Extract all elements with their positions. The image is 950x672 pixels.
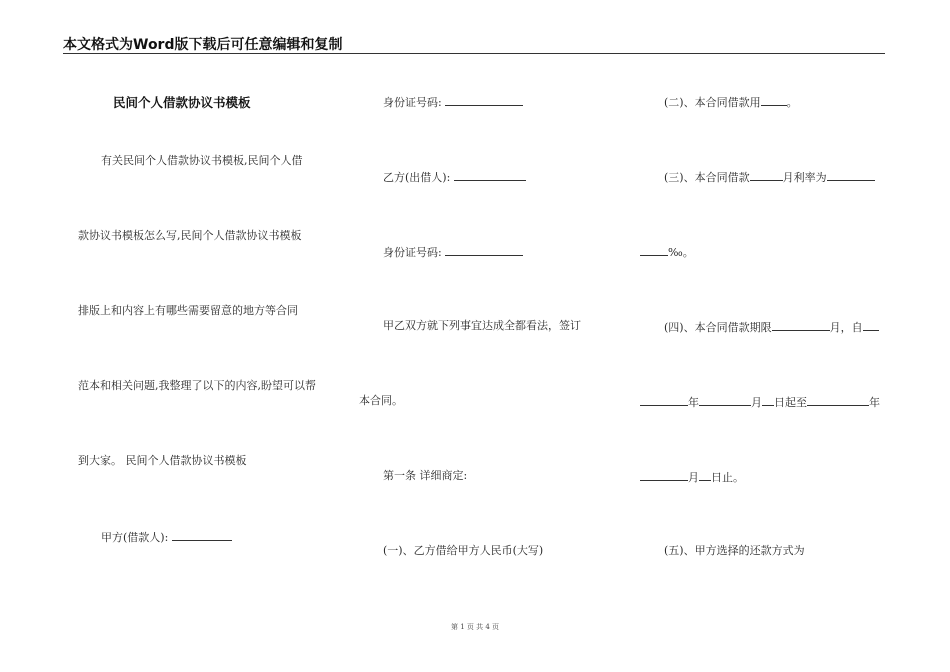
item-2-blank — [761, 94, 787, 106]
end-year-label: 年 — [869, 396, 880, 409]
item-3-rate-blank — [827, 169, 875, 181]
start-day-blank — [762, 394, 774, 406]
end-month-blank — [640, 469, 688, 481]
rate-continue-line — [640, 244, 694, 260]
id-b-blank — [445, 244, 523, 256]
date-range-line — [640, 394, 880, 410]
end-month-label: 月 — [688, 471, 699, 484]
party-b-blank — [454, 169, 526, 181]
end-day-blank — [699, 469, 711, 481]
item-4-term-blank — [772, 319, 830, 331]
item-2-line — [664, 94, 798, 110]
item-3-line — [664, 169, 875, 185]
item-5: (五)、甲方选择的还款方式为 — [664, 544, 805, 557]
header-text: 本文格式为Word版下载后可任意编辑和复制 — [63, 37, 343, 53]
item-4-prefix: (四)、本合同借款期限 — [664, 321, 772, 334]
agreement-line-2: 本合同。 — [359, 394, 403, 407]
party-a-blank — [172, 529, 232, 541]
intro-line-5: 到大家。 民间个人借款协议书模板 — [78, 454, 247, 467]
start-month-label: 月 — [751, 396, 762, 409]
id-b-line — [383, 244, 523, 260]
item-4-suffix: 月，自 — [829, 321, 863, 334]
id-a-line — [383, 94, 523, 110]
id-a-label: 身份证号码: — [383, 96, 442, 109]
rate-continue-blank — [640, 244, 668, 256]
agreement-line-1: 甲乙双方就下列事宜达成全都看法，签订 — [383, 319, 581, 332]
item-4-from-blank — [863, 319, 879, 331]
party-a-label: 甲方(借款人): — [101, 531, 169, 544]
document-header — [63, 33, 885, 54]
end-day-label: 日止。 — [711, 471, 744, 484]
item-3-prefix: (三)、本合同借款 — [664, 171, 750, 184]
page-number: 第 1 页 共 4 页 — [450, 623, 500, 631]
start-year-label: 年 — [688, 396, 699, 409]
item-3-rate-label: 月利率为 — [782, 171, 827, 184]
party-b-label: 乙方(出借人): — [383, 171, 451, 184]
start-year-blank — [640, 394, 688, 406]
id-a-blank — [445, 94, 523, 106]
intro-line-1: 有关民间个人借款协议书模板,民间个人借 — [101, 154, 303, 167]
item-1: (一)、乙方借给甲方人民币(大写) — [383, 544, 544, 557]
intro-line-2: 款协议书模板怎么写,民间个人借款协议书模板 — [78, 229, 302, 242]
id-b-label: 身份证号码: — [383, 246, 442, 259]
item-4-line — [664, 319, 879, 335]
item-3-amount-blank — [750, 169, 783, 181]
article-1: 第一条 详细商定: — [383, 469, 468, 482]
document-title: 民间个人借款协议书模板 — [113, 95, 251, 110]
start-month-blank — [699, 394, 751, 406]
intro-line-4: 范本和相关问题,我整理了以下的内容,盼望可以帮 — [78, 379, 316, 392]
intro-line-3: 排版上和内容上有哪些需要留意的地方等合同 — [78, 304, 298, 317]
start-day-label: 日起至 — [774, 396, 807, 409]
end-date-line — [640, 469, 744, 485]
end-year-blank — [807, 394, 869, 406]
permille-mark: ‰。 — [668, 246, 694, 259]
item-2-suffix: 。 — [786, 96, 798, 109]
party-a-line — [101, 529, 232, 545]
item-2-prefix: (二)、本合同借款用 — [664, 96, 761, 109]
party-b-line — [383, 169, 526, 185]
